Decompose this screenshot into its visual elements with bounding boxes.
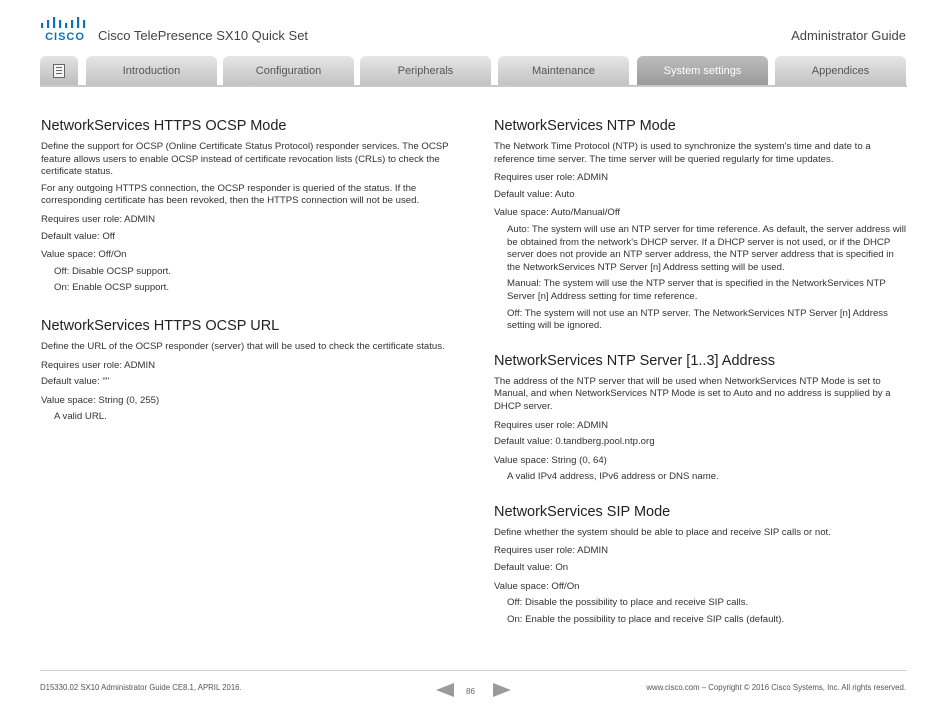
section-title: NetworkServices HTTPS OCSP Mode — [41, 118, 287, 134]
value-option: On: Enable OCSP support. — [54, 282, 170, 294]
footer-divider — [40, 670, 907, 671]
description: Define whether the system should be able to place and receive SIP calls or not. — [494, 526, 831, 538]
default-value: Default value: 0.tandberg.pool.ntp.org — [494, 436, 655, 448]
table-of-contents-button[interactable] — [40, 56, 78, 85]
description: The Network Time Protocol (NTP) is used to synchronize the system's time and date to a reference time server. The time server will be queried regularly for time updates. — [494, 141, 871, 165]
value-option: Auto: The system will use an NTP server for time reference. As default, the server address will be obtained from the network's DHCP server. If a DHCP server is not used, or if the DHCP server does not provide an NTP server address, the NTP server address that is specified in the NetworkServices NTP Server [n] Address setting will be used. — [507, 223, 907, 273]
value-option: Off: Disable the possibility to place and receive SIP calls. — [507, 597, 749, 609]
tab-underline — [40, 85, 907, 87]
document-title: Cisco TelePresence SX10 Quick Set — [98, 28, 309, 43]
required-role: Requires user role: ADMIN — [41, 359, 156, 371]
description: For any outgoing HTTPS connection, the OCSP responder is queried of the status. If the corresponding certificate has been revoked, then the HTTPS connection will not be used. — [41, 182, 420, 207]
cisco-logo — [40, 16, 90, 44]
default-value: Default value: "" — [41, 376, 110, 388]
tab-maintenance[interactable]: Maintenance — [498, 56, 629, 85]
left-column — [41, 117, 451, 424]
value-space: Value space: Off/On — [41, 249, 127, 261]
tab-configuration[interactable]: Configuration — [223, 56, 354, 85]
default-value: Default value: Off — [41, 230, 115, 242]
document-list-icon — [53, 64, 65, 78]
next-page-arrow-icon[interactable] — [493, 683, 511, 697]
value-option: A valid IPv4 address, IPv6 address or DNS name. — [507, 471, 719, 483]
previous-page-arrow-icon[interactable] — [436, 683, 454, 697]
value-option: A valid URL. — [54, 411, 107, 423]
default-value: Default value: On — [494, 562, 569, 574]
section-title: NetworkServices HTTPS OCSP URL — [41, 317, 280, 334]
page-header — [0, 0, 950, 56]
required-role: Requires user role: ADMIN — [494, 545, 609, 557]
value-option: Off: The system will not use an NTP server. The NetworkServices NTP Server [n] Address setting will be ignored. — [507, 307, 888, 332]
description: Define the URL of the OCSP responder (server) that will be used to check the certificate status. — [41, 340, 445, 352]
logo-wordmark: CISCO — [45, 31, 85, 43]
footer-copyright: www.cisco.com – Copyright © 2016 Cisco Systems, Inc. All rights reserved. — [646, 683, 906, 692]
tab-appendices[interactable]: Appendices — [775, 56, 906, 85]
value-option: Off: Disable OCSP support. — [54, 265, 171, 277]
required-role: Requires user role: ADMIN — [41, 213, 156, 225]
value-option: On: Enable the possibility to place and receive SIP calls (default). — [507, 613, 785, 625]
guide-title: Administrator Guide — [791, 28, 906, 43]
tab-introduction[interactable]: Introduction — [86, 56, 217, 85]
description: Define the support for OCSP (Online Certificate Status Protocol) responder services. The OCSP feature allows users to enable OCSP instead of certificate revocation lists (CRLs) to check the certificate status. — [41, 141, 449, 178]
tab-peripherals[interactable]: Peripherals — [360, 56, 491, 85]
section-title: NetworkServices NTP Server [1..3] Address — [494, 352, 775, 369]
tab-system-settings[interactable]: System settings — [637, 56, 768, 85]
value-space: Value space: Off/On — [494, 580, 580, 592]
footer-document-id: D15330.02 SX10 Administrator Guide CE8.1, APRIL 2016. — [40, 683, 242, 692]
page-number: 86 — [466, 687, 475, 696]
value-space: Value space: String (0, 255) — [41, 394, 160, 406]
value-space: Value space: String (0, 64) — [494, 454, 607, 466]
required-role: Requires user role: ADMIN — [494, 172, 609, 184]
section-title: NetworkServices SIP Mode — [494, 503, 671, 520]
value-option: Manual: The system will use the NTP server that is specified in the NetworkServices NTP Server [n] Address setting for time reference. — [507, 278, 886, 302]
chapter-tabs — [40, 56, 907, 86]
default-value: Default value: Auto — [494, 188, 575, 200]
required-role: Requires user role: ADMIN — [494, 419, 609, 431]
value-space: Value space: Auto/Manual/Off — [494, 207, 621, 219]
right-column — [494, 117, 907, 626]
section-title: NetworkServices NTP Mode — [494, 118, 676, 134]
description: The address of the NTP server that will be used when NetworkServices NTP Mode is set to Manual, and when NetworkServices NTP Mode is set to Auto and no address is supplied by a DHCP server. — [494, 375, 891, 412]
